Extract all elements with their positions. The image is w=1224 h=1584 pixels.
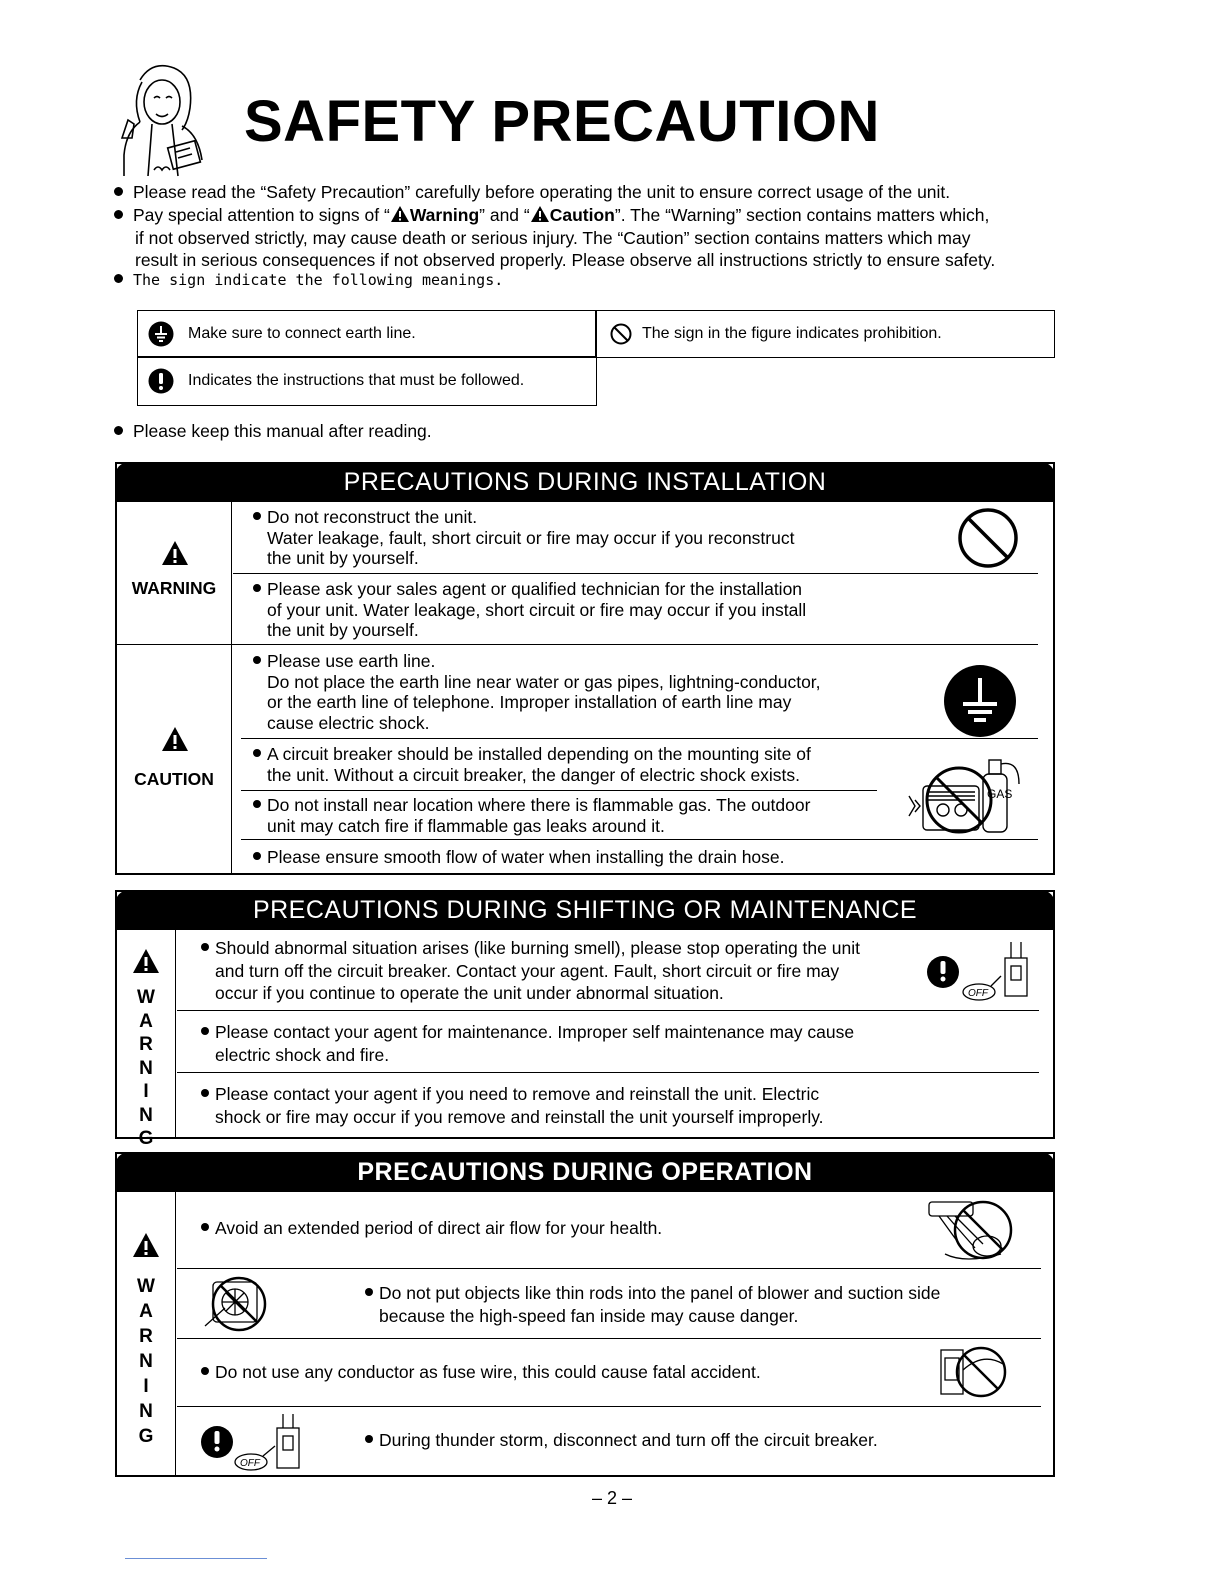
- sign-prohibit-text: The sign in the figure indicates prohibition.: [642, 325, 942, 342]
- off-label: OFF: [240, 1458, 260, 1469]
- bullet-dot: [253, 800, 261, 808]
- shifting-item-1-line-1: Should abnormal situation arises (like burning smell), please stop operating the unit: [215, 938, 860, 958]
- bullet-dot: [253, 852, 261, 860]
- operation-warning-vertical-label: [134, 1274, 158, 1449]
- operation-heading: PRECAUTIONS DURING OPERATION: [115, 1152, 1055, 1192]
- intro-line-5: The sign indicate the following meanings.: [133, 271, 504, 289]
- installation-warning-label: WARNING: [131, 578, 217, 598]
- shifting-item-1-line-3: occur if you continue to operate the unit under abnormal situation.: [215, 983, 724, 1003]
- keep-manual-text: Please keep this manual after reading.: [133, 421, 432, 441]
- bullet-dot: [114, 274, 123, 283]
- install-item-6: [253, 847, 785, 868]
- install-item-3-line-1: Please use earth line.: [267, 651, 436, 671]
- operation-item-4: [365, 1430, 878, 1451]
- shifting-item-1-line-2: and turn off the circuit breaker. Contact your agent. Fault, short circuit or fire may: [215, 960, 840, 981]
- intro-line-2c: ”. The “Warning” section contains matters which,: [614, 205, 990, 225]
- sign-must-cell: [137, 356, 597, 406]
- intro-line-4: result in serious consequences if not observed properly. Please observe all instructions strictly to ensure safety.: [135, 250, 996, 270]
- breaker-off-illustration: [199, 1412, 309, 1474]
- bullet-dot: [201, 943, 209, 951]
- install-item-4: [253, 744, 811, 785]
- bullet-dot: [365, 1288, 373, 1296]
- install-item-4-line-1: A circuit breaker should be installed depending on the mounting site of: [267, 744, 811, 764]
- warning-triangle-icon: [132, 948, 160, 974]
- operation-item-1: [201, 1218, 662, 1239]
- warning-triangle-icon: [161, 540, 189, 566]
- warning-letter: N: [139, 1351, 153, 1372]
- warning-letter: W: [137, 1276, 155, 1297]
- warning-triangle-icon: [132, 1232, 160, 1258]
- intro-meanings-line: [114, 271, 503, 290]
- warning-letter: I: [143, 1081, 149, 1102]
- caution-triangle-icon: [530, 205, 550, 223]
- warning-word: Warning: [409, 205, 480, 225]
- page-number: – 2 –: [591, 1488, 633, 1508]
- install-item-6-line-1: Please ensure smooth flow of water when installing the drain hose.: [267, 847, 785, 867]
- install-item-1-line-1: Do not reconstruct the unit.: [267, 507, 478, 527]
- warning-triangle-icon: [390, 205, 410, 223]
- bullet-dot: [114, 426, 123, 435]
- install-item-2-line-1: Please ask your sales agent or qualified technician for the installation: [267, 579, 803, 599]
- bullet-dot: [253, 584, 261, 592]
- sign-prohibit-cell: [595, 310, 1055, 358]
- install-item-5-line-2: unit may catch fire if flammable gas leaks around it.: [267, 815, 665, 836]
- earth-icon: [943, 664, 1017, 738]
- install-item-5: [253, 795, 810, 836]
- sign-must-text: Indicates the instructions that must be followed.: [188, 372, 525, 389]
- install-item-3-line-3: or the earth line of telephone. Improper installation of earth line may: [267, 692, 792, 712]
- intro-line-2b: ” and “: [479, 205, 530, 225]
- shifting-item-3-line-2: shock or fire may occur if you remove and reinstall the unit yourself improperly.: [215, 1106, 824, 1127]
- installation-heading: PRECAUTIONS DURING INSTALLATION: [115, 462, 1055, 502]
- warning-letter: N: [139, 1401, 153, 1422]
- warning-letter: N: [139, 1104, 153, 1126]
- install-item-2-line-2: of your unit. Water leakage, short circuit or fire may occur if you install: [267, 599, 807, 620]
- shifting-warning-vertical-label: [134, 986, 158, 1151]
- install-item-3: [253, 651, 821, 733]
- shifting-heading: PRECAUTIONS DURING SHIFTING OR MAINTENANCE: [115, 890, 1055, 930]
- fuse-wire-prohibition-illustration: [937, 1342, 1017, 1404]
- bullet-dot: [201, 1027, 209, 1035]
- sign-earth-text: Make sure to connect earth line.: [188, 325, 416, 342]
- bullet-dot: [253, 512, 261, 520]
- caution-word: Caution: [549, 205, 615, 225]
- intro-line-3: if not observed strictly, may cause death or serious injury. The “Caution” section contains matters which may: [135, 228, 971, 248]
- breaker-off-illustration: [925, 940, 1035, 1002]
- intro-signs-line: [114, 204, 1074, 226]
- operation-item-2-line-1: Do not put objects like thin rods into the panel of blower and suction side: [379, 1283, 941, 1303]
- operation-item-4-line-1: During thunder storm, disconnect and turn off the circuit breaker.: [379, 1430, 878, 1450]
- shifting-section: [115, 890, 1055, 1149]
- airflow-person-illustration: [925, 1198, 1015, 1266]
- shifting-item-3-line-1: Please contact your agent if you need to remove and reinstall the unit. Electric: [215, 1084, 820, 1104]
- page-title: SAFETY PRECAUTION: [244, 89, 880, 154]
- shifting-item-3: [201, 1083, 824, 1128]
- instructor-illustration: [112, 60, 212, 178]
- warning-letter: A: [139, 1301, 153, 1322]
- warning-letter: I: [143, 1376, 149, 1397]
- install-item-5-line-1: Do not install near location where there is flammable gas. The outdoor: [267, 795, 811, 815]
- gas-label: GAS: [987, 787, 1013, 801]
- operation-item-1-line-1: Avoid an extended period of direct air flow for your health.: [215, 1218, 663, 1238]
- warning-letter: G: [138, 1426, 154, 1447]
- installation-section: [115, 462, 1055, 875]
- install-item-3-line-4: cause electric shock.: [267, 712, 430, 733]
- operation-item-3: [201, 1362, 761, 1383]
- caution-triangle-icon: [161, 726, 189, 752]
- warning-letter: A: [139, 1010, 153, 1032]
- install-item-2: [253, 579, 806, 641]
- intro-line-1: Please read the “Safety Precaution” carefully before operating the unit to ensure correct usage of the unit.: [133, 182, 951, 202]
- fan-rod-prohibition-illustration: [203, 1274, 269, 1334]
- operation-item-2: [365, 1282, 940, 1327]
- shifting-item-2-line-1: Please contact your agent for maintenance. Improper self maintenance may cause: [215, 1022, 855, 1042]
- bullet-dot: [253, 749, 261, 757]
- keep-manual-line: [114, 420, 432, 442]
- install-item-2-line-3: the unit by yourself.: [267, 620, 419, 640]
- bullet-dot: [201, 1089, 209, 1097]
- exclamation-icon: [148, 368, 174, 394]
- install-item-4-line-2: the unit. Without a circuit breaker, the danger of electric shock exists.: [267, 764, 801, 785]
- shifting-item-2: [201, 1021, 854, 1066]
- warning-letter: N: [139, 1057, 153, 1079]
- operation-item-2-line-2: because the high-speed fan inside may cause danger.: [379, 1305, 799, 1326]
- warning-letter: R: [139, 1326, 153, 1347]
- shifting-item-2-line-2: electric shock and fire.: [215, 1044, 390, 1065]
- gas-hazard-illustration: [903, 746, 1029, 838]
- footer-divider: [125, 1558, 267, 1559]
- prohibition-icon: [610, 323, 632, 345]
- bullet-dot: [365, 1435, 373, 1443]
- install-item-1: [253, 507, 794, 569]
- prohibition-icon: [957, 507, 1019, 569]
- off-label: OFF: [968, 988, 988, 999]
- intro-read-line: [114, 181, 1074, 203]
- earth-icon: [148, 321, 174, 347]
- sign-earth-cell: [137, 310, 597, 358]
- install-item-1-line-3: the unit by yourself.: [267, 548, 419, 568]
- warning-letter: W: [137, 987, 155, 1008]
- bullet-dot: [201, 1223, 209, 1231]
- shifting-item-1: [201, 937, 860, 1005]
- installation-caution-label: CAUTION: [134, 769, 214, 789]
- warning-letter: G: [138, 1128, 154, 1149]
- install-item-3-line-2: Do not place the earth line near water or gas pipes, lightning-conductor,: [267, 671, 821, 692]
- warning-letter: R: [139, 1034, 153, 1055]
- install-item-1-line-2: Water leakage, fault, short circuit or fire may occur if you reconstruct: [267, 527, 795, 548]
- bullet-dot: [114, 187, 123, 196]
- bullet-dot: [114, 210, 123, 219]
- intro-line-2a: Pay special attention to signs of “: [133, 205, 390, 225]
- operation-item-3-line-1: Do not use any conductor as fuse wire, this could cause fatal accident.: [215, 1362, 761, 1382]
- bullet-dot: [201, 1367, 209, 1375]
- operation-section: [115, 1152, 1055, 1477]
- bullet-dot: [253, 656, 261, 664]
